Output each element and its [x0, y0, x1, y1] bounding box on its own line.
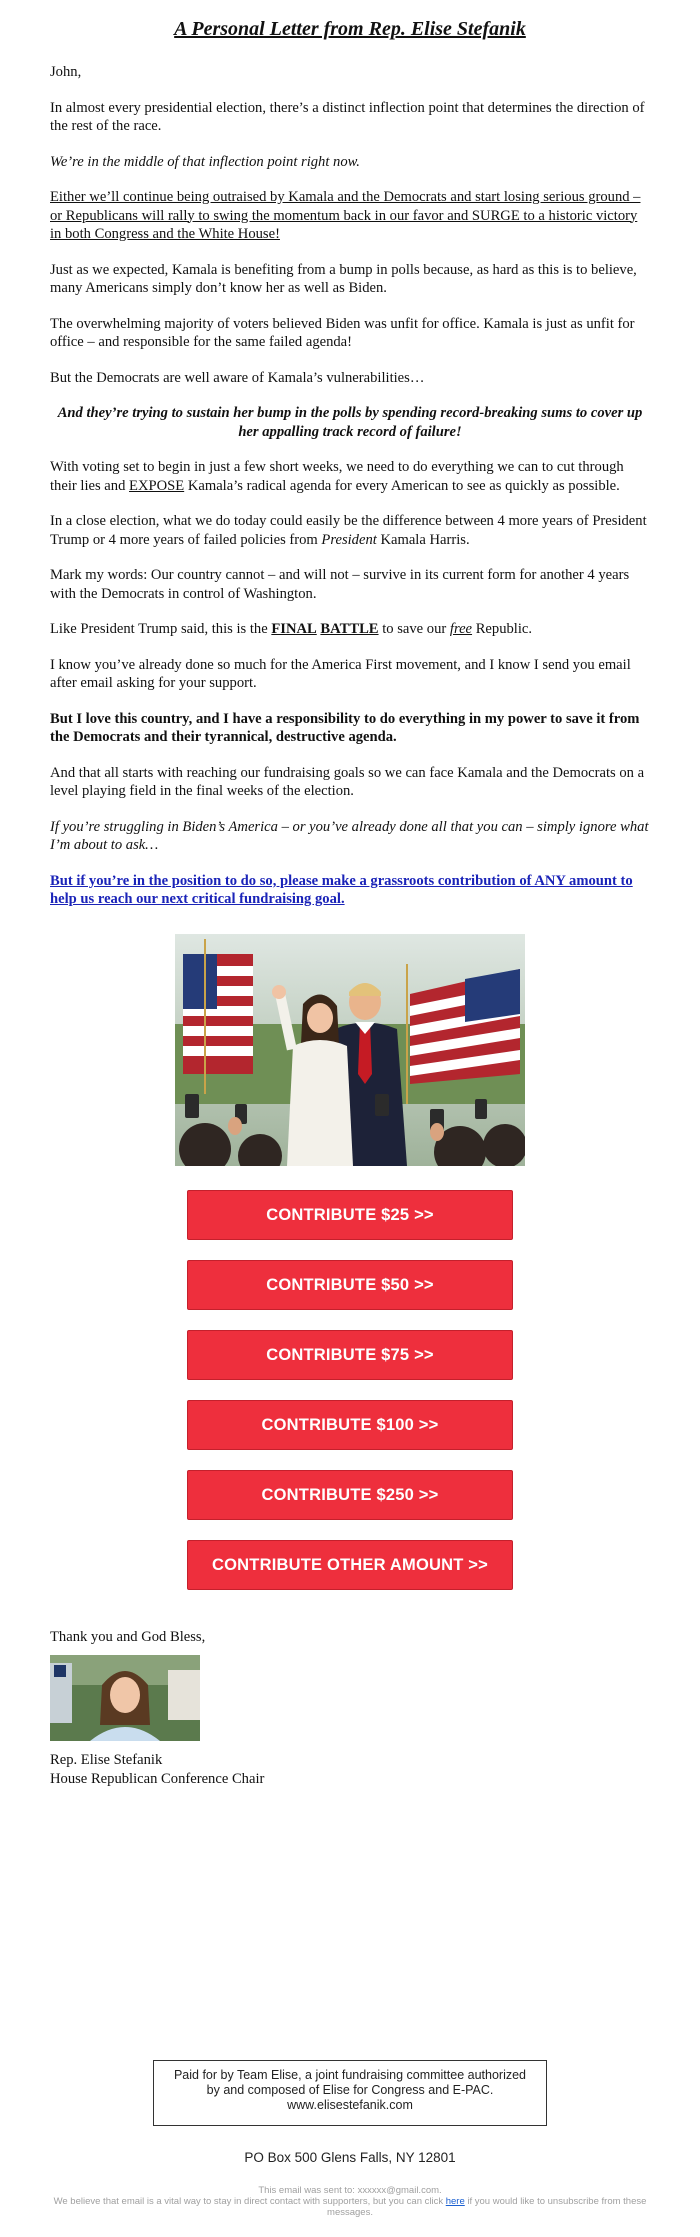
donate-link-paragraph: [50, 872, 650, 909]
mailing-address: PO Box 500 Glens Falls, NY 12801: [244, 2150, 456, 2165]
paragraph: Mark my words: Our country cannot – and will not – survive in its current form for another 4 years with the Democrats in control of Washington.: [50, 567, 630, 602]
paragraph: But the Democrats are well aware of Kamala’s vulnerabilities…: [50, 369, 425, 386]
paragraph: In almost every presidential election, there’s a distinct inflection point that determines the direction of the rest of the race.: [50, 99, 645, 134]
paragraph: Just as we expected, Kamala is benefiting from a bump in polls because, as hard as this is to believe, many Americans simply don’t know her as well as Biden.: [50, 261, 637, 296]
paragraph: The overwhelming majority of voters believed Biden was unfit for office. Kamala is just as unfit for office – and responsible for the same failed agenda!: [50, 315, 635, 350]
paragraph: With voting set to begin in just a few short weeks, we need to do everything we can to cut through their lies and EXPOSE Kamala’s radical agenda for every American to see as quickly as possible.: [50, 459, 624, 494]
contribute-buttons: [50, 1190, 650, 1590]
letter-title: A Personal Letter from Rep. Elise Stefanik: [174, 18, 526, 40]
paragraph: We’re in the middle of that inflection point right now.: [50, 153, 360, 170]
unsubscribe-notice: We believe that email is a vital way to stay in direct contact with supporters, but you can click here if you would like to unsubscribe from these messages.: [53, 2196, 647, 2218]
donate-link[interactable]: But if you’re in the position to do so, please make a grassroots contribution of ANY amount to help us reach our next critical fundraising goal.: [50, 872, 633, 907]
contribute-25-button[interactable]: CONTRIBUTE $25 >>: [187, 1190, 513, 1240]
paragraph: In a close election, what we do today could easily be the difference between 4 more years of President Trump or 4 more years of failed policies from President Kamala Harris.: [50, 513, 647, 548]
contribute-250-button[interactable]: CONTRIBUTE $250 >>: [187, 1470, 513, 1520]
emphasis-paragraph: And they’re trying to sustain her bump in the polls by spending record-breaking sums to cover up her appalling track record of failure!: [57, 405, 643, 440]
greeting: John,: [50, 64, 82, 80]
paragraph: Like President Trump said, this is the FINAL BATTLE to save our free Republic.: [50, 621, 533, 637]
signer-role: House Republican Conference Chair: [50, 1770, 265, 1787]
letter-body: [50, 0, 650, 1788]
paragraph: Either we’ll continue being outraised by Kamala and the Democrats and start losing serious ground – or Republicans will rally to swing the momentum back in our favor and SURGE to a historic victory in both Congress and the White House!: [50, 189, 641, 242]
rally-photo[interactable]: [175, 934, 525, 1166]
contribute-50-button[interactable]: CONTRIBUTE $50 >>: [187, 1260, 513, 1310]
unsubscribe-link[interactable]: here: [445, 2196, 465, 2207]
contribute-75-button[interactable]: CONTRIBUTE $75 >>: [187, 1330, 513, 1380]
paid-for-disclaimer: Paid for by Team Elise, a joint fundraising committee authorized by and composed of Elise for Congress and E-PAC. www.elisestefanik.com: [153, 2060, 547, 2126]
paragraph: I know you’ve already done so much for the America First movement, and I know I send you email after email asking for your support.: [50, 656, 631, 691]
signature-headshot: [50, 1655, 200, 1741]
bold-paragraph: But I love this country, and I have a responsibility to do everything in my power to save it from the Democrats and their tyrannical, destructive agenda.: [50, 710, 640, 745]
sent-to-notice: This email was sent to: xxxxxx@gmail.com.: [258, 2185, 442, 2196]
signer-name: Rep. Elise Stefanik: [50, 1752, 163, 1768]
paragraph: And that all starts with reaching our fundraising goals so we can face Kamala and the Democrats on a level playing field in the final weeks of the election.: [50, 764, 645, 799]
thanks-line: Thank you and God Bless,: [50, 1628, 206, 1645]
contribute-100-button[interactable]: CONTRIBUTE $100 >>: [187, 1400, 513, 1450]
contribute-other-button[interactable]: CONTRIBUTE OTHER AMOUNT >>: [187, 1540, 513, 1590]
paragraph: If you’re struggling in Biden’s America – or you’ve already done all that you can – simply ignore what I’m about to ask…: [50, 818, 649, 853]
